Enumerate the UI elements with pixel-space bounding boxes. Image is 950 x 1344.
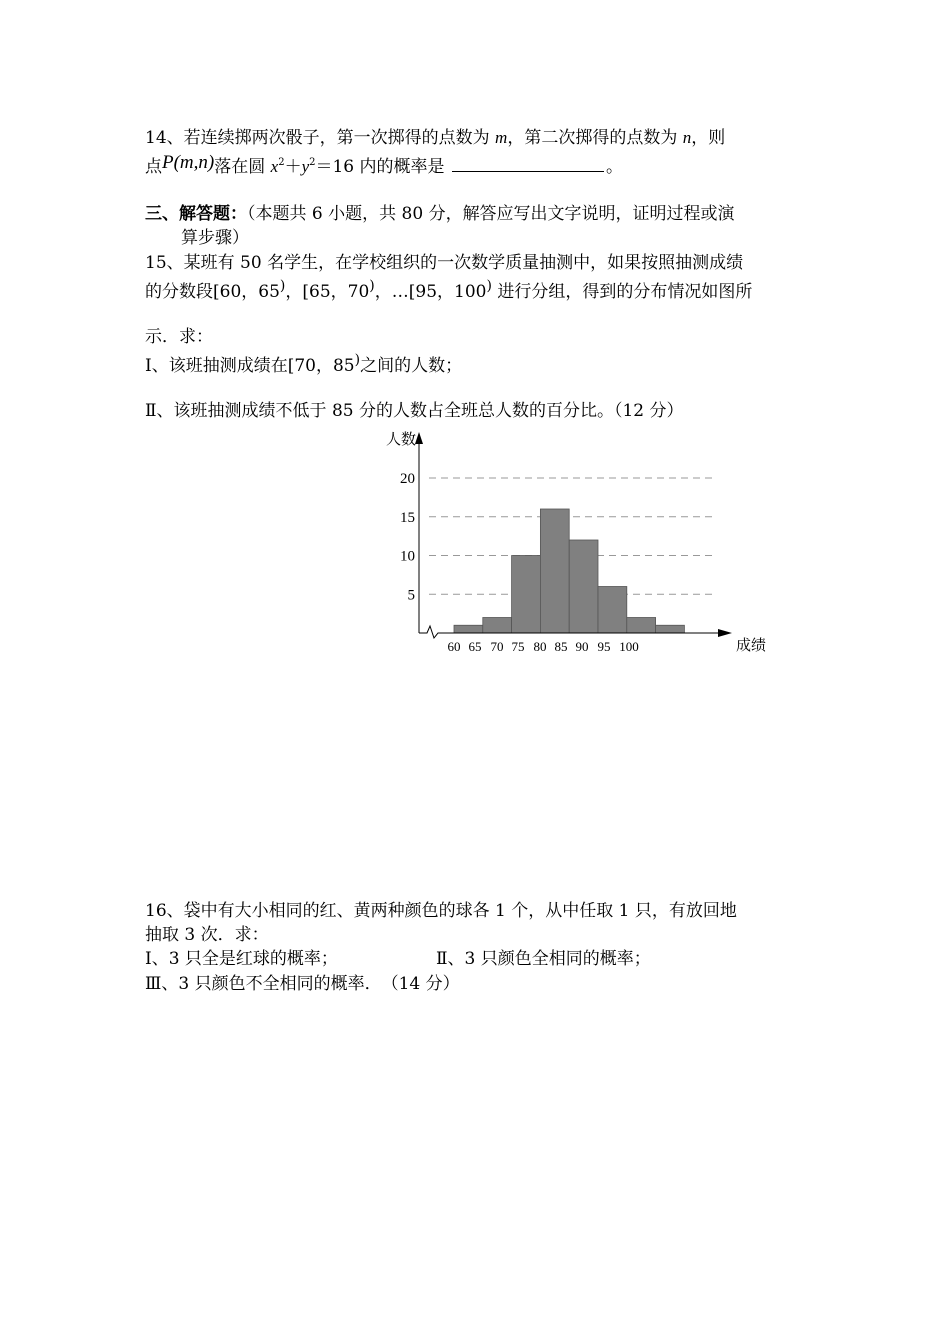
x-axis-arrow bbox=[718, 629, 732, 637]
y-axis-arrow bbox=[415, 432, 423, 444]
bar-95-100 bbox=[656, 625, 685, 633]
q14-answer-blank[interactable] bbox=[452, 155, 604, 172]
q14-text1c: ，则 bbox=[691, 128, 726, 148]
q16-part3: Ⅲ、3 只颜色不全相同的概率． （14 分） bbox=[145, 974, 460, 994]
q14-point: P(m,n) bbox=[162, 152, 215, 173]
bar-90-95 bbox=[627, 618, 656, 634]
chart-x-label: 成绩 bbox=[736, 638, 767, 654]
chart-y-label: 人数 bbox=[386, 432, 417, 448]
q16-line2: 抽取 3 次．求： bbox=[145, 925, 269, 945]
section3-header bbox=[145, 203, 735, 225]
q14-line2: 点P(m,n)落在圆 $x^2+y^2=16$ 内的概率是 。 bbox=[145, 152, 623, 177]
section3-desc: （本题共 6 小题，共 80 分，解答应写出文字说明，证明过程或演 bbox=[247, 204, 735, 224]
q14-text2a: 点 bbox=[145, 157, 162, 177]
q14-x: x bbox=[270, 157, 279, 176]
q15-line3: 示．求： bbox=[145, 327, 213, 347]
q16-line1: 16、袋中有大小相同的红、黄两种颜色的球各 1 个，从中任取 1 只，有放回地 bbox=[145, 901, 737, 921]
y-tick-label-5: 5 bbox=[407, 587, 415, 604]
bar-85-90 bbox=[598, 587, 627, 634]
q15-text2d: 进行分组，得到的分布情况如图所 bbox=[497, 282, 753, 302]
x-tick-label-100: 100 bbox=[619, 639, 639, 654]
bar-75-80 bbox=[540, 509, 569, 633]
q14-eq: ＝16 内的概率是 bbox=[315, 157, 445, 177]
q16-part1: Ⅰ、3 只全是红球的概率； bbox=[145, 949, 338, 969]
x-tick-label-65: 65 bbox=[468, 639, 482, 654]
q14-n: n bbox=[682, 128, 692, 147]
chart-y-ticks bbox=[400, 471, 415, 603]
q14-text1b: ，第二次掷得的点数为 bbox=[507, 128, 678, 148]
q14-end: 。 bbox=[605, 157, 623, 177]
x-tick-label-70: 70 bbox=[490, 639, 504, 654]
chart-x-ticks bbox=[448, 639, 639, 654]
bar-65-70 bbox=[483, 618, 512, 634]
x-tick-label-85: 85 bbox=[554, 639, 568, 654]
q15-text2b: ，[65，70 bbox=[285, 282, 370, 302]
q15-part1: Ⅰ、该班抽测成绩在[70，85)之间的人数； bbox=[145, 352, 463, 376]
y-tick-label-20: 20 bbox=[400, 471, 415, 487]
q15-part1a: Ⅰ、该班抽测成绩在[70，85 bbox=[145, 356, 355, 376]
section3-title: 三、解答题： bbox=[145, 204, 247, 224]
q15-text2a: 的分数段[60，65 bbox=[145, 282, 280, 302]
y-tick-label-15: 15 bbox=[400, 509, 415, 526]
q15-part1b: 之间的人数； bbox=[360, 356, 463, 376]
q14-plus: ＋ bbox=[284, 157, 302, 177]
bar-60-65 bbox=[454, 625, 483, 633]
q15-line2: 的分数段[60，65)，[65，70)，…[95，100) 进行分组，得到的分布情况如图所 bbox=[145, 278, 753, 302]
bar-80-85 bbox=[569, 540, 598, 633]
q14-line1 bbox=[145, 127, 725, 149]
q14-y: y bbox=[301, 157, 310, 176]
bar-70-75 bbox=[512, 556, 541, 634]
x-tick-label-95: 95 bbox=[597, 639, 611, 654]
section3-desc2: 算步骤） bbox=[181, 228, 249, 248]
chart-bars bbox=[454, 509, 684, 633]
q15-part2: Ⅱ、该班抽测成绩不低于 85 分的人数占全班总人数的百分比。（12 分） bbox=[145, 401, 684, 421]
q14-text1: 14、若连续掷两次骰子，第一次掷得的点数为 bbox=[145, 128, 490, 148]
x-tick-label-75: 75 bbox=[511, 639, 525, 654]
q16-part2: Ⅱ、3 只颜色全相同的概率； bbox=[436, 949, 651, 969]
x-tick-label-60: 60 bbox=[447, 639, 461, 654]
histogram-chart bbox=[370, 420, 780, 660]
y-tick-label-10: 10 bbox=[400, 548, 415, 565]
q14-m: m bbox=[495, 128, 508, 147]
q15-line1: 15、某班有 50 名学生，在学校组织的一次数学质量抽测中，如果按照抽测成绩 bbox=[145, 253, 744, 273]
q14-text2b: 落在圆 bbox=[214, 157, 266, 177]
q15-text2c: ，…[95，100 bbox=[374, 282, 487, 302]
x-tick-label-80: 80 bbox=[533, 639, 547, 654]
x-tick-label-90: 90 bbox=[575, 639, 589, 654]
